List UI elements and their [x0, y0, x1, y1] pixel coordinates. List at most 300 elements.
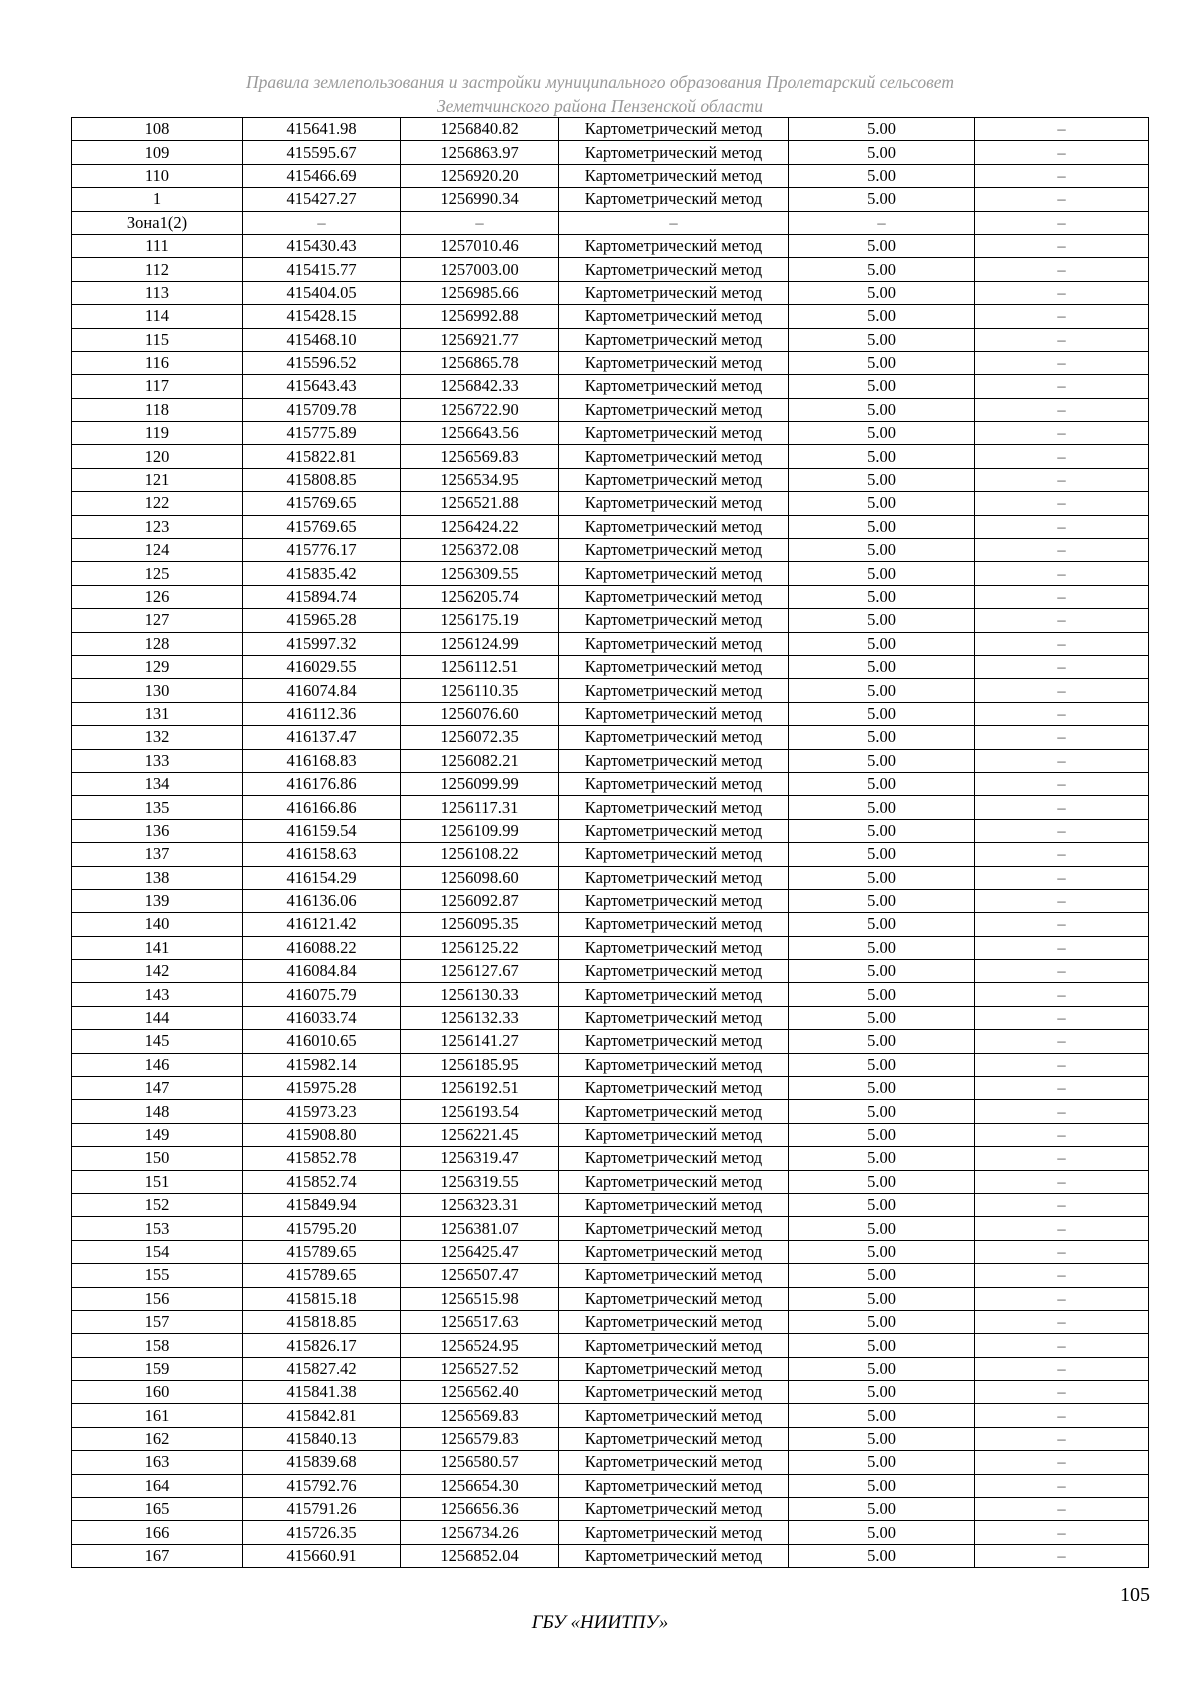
note-cell: – — [975, 889, 1149, 912]
x-coordinate-cell: 415775.89 — [243, 422, 401, 445]
y-coordinate-cell: 1256175.19 — [401, 609, 559, 632]
y-coordinate-cell: 1256425.47 — [401, 1240, 559, 1263]
x-coordinate-cell: 416029.55 — [243, 655, 401, 678]
method-cell: Картометрический метод — [559, 726, 789, 749]
y-coordinate-cell: 1257010.46 — [401, 234, 559, 257]
note-cell: – — [975, 351, 1149, 374]
x-coordinate-cell: 415660.91 — [243, 1544, 401, 1567]
table-row — [72, 1404, 1149, 1427]
method-cell: Картометрический метод — [559, 1310, 789, 1333]
table-row — [72, 796, 1149, 819]
table-row — [72, 515, 1149, 538]
y-coordinate-cell: 1256124.99 — [401, 632, 559, 655]
method-cell: Картометрический метод — [559, 609, 789, 632]
point-number-cell: 143 — [72, 983, 243, 1006]
accuracy-cell: 5.00 — [789, 515, 975, 538]
accuracy-cell: 5.00 — [789, 609, 975, 632]
y-coordinate-cell: 1256109.99 — [401, 819, 559, 842]
point-number-cell: 116 — [72, 351, 243, 374]
method-cell: Картометрический метод — [559, 492, 789, 515]
table-row — [72, 1006, 1149, 1029]
table-row — [72, 585, 1149, 608]
method-cell: Картометрический метод — [559, 1123, 789, 1146]
table-row — [72, 749, 1149, 772]
x-coordinate-cell: 416158.63 — [243, 843, 401, 866]
point-number-cell: 160 — [72, 1381, 243, 1404]
method-cell: Картометрический метод — [559, 188, 789, 211]
y-coordinate-cell: 1256076.60 — [401, 702, 559, 725]
accuracy-cell: 5.00 — [789, 1100, 975, 1123]
note-cell: – — [975, 1100, 1149, 1123]
method-cell: Картометрический метод — [559, 1544, 789, 1567]
table-row — [72, 1521, 1149, 1544]
accuracy-cell: 5.00 — [789, 1006, 975, 1029]
page-number: 105 — [1120, 1584, 1150, 1606]
note-cell: – — [975, 866, 1149, 889]
y-coordinate-cell: 1257003.00 — [401, 258, 559, 281]
point-number-cell: 114 — [72, 305, 243, 328]
table-row — [72, 328, 1149, 351]
x-coordinate-cell: 415641.98 — [243, 118, 401, 141]
method-cell: Картометрический метод — [559, 281, 789, 304]
table-row — [72, 211, 1149, 234]
note-cell: – — [975, 1193, 1149, 1216]
y-coordinate-cell: 1256569.83 — [401, 445, 559, 468]
note-cell: – — [975, 398, 1149, 421]
point-number-cell: 138 — [72, 866, 243, 889]
accuracy-cell: 5.00 — [789, 702, 975, 725]
x-coordinate-cell: 415427.27 — [243, 188, 401, 211]
note-cell: – — [975, 328, 1149, 351]
method-cell: Картометрический метод — [559, 1334, 789, 1357]
point-number-cell: 141 — [72, 936, 243, 959]
point-number-cell: 163 — [72, 1451, 243, 1474]
method-cell: Картометрический метод — [559, 679, 789, 702]
point-number-cell: 110 — [72, 164, 243, 187]
y-coordinate-cell: 1256424.22 — [401, 515, 559, 538]
x-coordinate-cell: 415596.52 — [243, 351, 401, 374]
table-row — [72, 539, 1149, 562]
point-number-cell: 121 — [72, 468, 243, 491]
accuracy-cell: 5.00 — [789, 983, 975, 1006]
accuracy-cell: 5.00 — [789, 936, 975, 959]
point-number-cell: 167 — [72, 1544, 243, 1567]
note-cell: – — [975, 1264, 1149, 1287]
point-number-cell: 123 — [72, 515, 243, 538]
accuracy-cell: 5.00 — [789, 1498, 975, 1521]
y-coordinate-cell: 1256921.77 — [401, 328, 559, 351]
method-cell: Картометрический метод — [559, 328, 789, 351]
point-number-cell: 118 — [72, 398, 243, 421]
point-number-cell: 127 — [72, 609, 243, 632]
accuracy-cell: 5.00 — [789, 398, 975, 421]
point-number-cell: 134 — [72, 772, 243, 795]
accuracy-cell: 5.00 — [789, 492, 975, 515]
y-coordinate-cell: 1256112.51 — [401, 655, 559, 678]
note-cell: – — [975, 492, 1149, 515]
x-coordinate-cell: 416074.84 — [243, 679, 401, 702]
header-line-2: Земетчинского района Пензенской области — [436, 96, 764, 116]
note-cell: – — [975, 305, 1149, 328]
point-number-cell: 126 — [72, 585, 243, 608]
method-cell: Картометрический метод — [559, 843, 789, 866]
note-cell: – — [975, 188, 1149, 211]
note-cell: – — [975, 1006, 1149, 1029]
point-number-cell: 117 — [72, 375, 243, 398]
note-cell: – — [975, 796, 1149, 819]
x-coordinate-cell: 416137.47 — [243, 726, 401, 749]
method-cell: Картометрический метод — [559, 983, 789, 1006]
running-header — [0, 70, 1200, 118]
x-coordinate-cell: 415769.65 — [243, 492, 401, 515]
x-coordinate-cell: 415852.74 — [243, 1170, 401, 1193]
point-number-cell: 109 — [72, 141, 243, 164]
x-coordinate-cell: 415795.20 — [243, 1217, 401, 1240]
y-coordinate-cell: 1256562.40 — [401, 1381, 559, 1404]
table-row — [72, 960, 1149, 983]
accuracy-cell: 5.00 — [789, 913, 975, 936]
y-coordinate-cell: 1256185.95 — [401, 1053, 559, 1076]
accuracy-cell: 5.00 — [789, 141, 975, 164]
note-cell: – — [975, 913, 1149, 936]
accuracy-cell: 5.00 — [789, 1170, 975, 1193]
point-number-cell: 135 — [72, 796, 243, 819]
x-coordinate-cell: 415595.67 — [243, 141, 401, 164]
accuracy-cell: 5.00 — [789, 960, 975, 983]
note-cell: – — [975, 234, 1149, 257]
table-row — [72, 889, 1149, 912]
table-row — [72, 726, 1149, 749]
x-coordinate-cell: 415849.94 — [243, 1193, 401, 1216]
y-coordinate-cell: 1256117.31 — [401, 796, 559, 819]
accuracy-cell: 5.00 — [789, 562, 975, 585]
y-coordinate-cell: 1256852.04 — [401, 1544, 559, 1567]
method-cell: Картометрический метод — [559, 1170, 789, 1193]
y-coordinate-cell: 1256319.47 — [401, 1147, 559, 1170]
method-cell: – — [559, 211, 789, 234]
accuracy-cell: 5.00 — [789, 1357, 975, 1380]
table-row — [72, 1030, 1149, 1053]
method-cell: Картометрический метод — [559, 1357, 789, 1380]
note-cell: – — [975, 141, 1149, 164]
accuracy-cell: 5.00 — [789, 866, 975, 889]
x-coordinate-cell: 416166.86 — [243, 796, 401, 819]
table-row — [72, 819, 1149, 842]
accuracy-cell: 5.00 — [789, 281, 975, 304]
x-coordinate-cell: 415975.28 — [243, 1077, 401, 1100]
note-cell: – — [975, 562, 1149, 585]
x-coordinate-cell: 415791.26 — [243, 1498, 401, 1521]
table-row — [72, 422, 1149, 445]
note-cell: – — [975, 1170, 1149, 1193]
table-row — [72, 1310, 1149, 1333]
table-row — [72, 1217, 1149, 1240]
note-cell: – — [975, 1334, 1149, 1357]
y-coordinate-cell: 1256125.22 — [401, 936, 559, 959]
accuracy-cell: 5.00 — [789, 632, 975, 655]
accuracy-cell: 5.00 — [789, 351, 975, 374]
note-cell: – — [975, 164, 1149, 187]
accuracy-cell: 5.00 — [789, 118, 975, 141]
method-cell: Картометрический метод — [559, 1287, 789, 1310]
point-number-cell: 157 — [72, 1310, 243, 1333]
method-cell: Картометрический метод — [559, 562, 789, 585]
table-row — [72, 609, 1149, 632]
note-cell: – — [975, 936, 1149, 959]
x-coordinate-cell: 415404.05 — [243, 281, 401, 304]
method-cell: Картометрический метод — [559, 1240, 789, 1263]
point-number-cell: 130 — [72, 679, 243, 702]
table-row — [72, 983, 1149, 1006]
accuracy-cell: 5.00 — [789, 164, 975, 187]
x-coordinate-cell: 415908.80 — [243, 1123, 401, 1146]
table-row — [72, 655, 1149, 678]
table-row — [72, 1287, 1149, 1310]
accuracy-cell: 5.00 — [789, 1334, 975, 1357]
y-coordinate-cell: 1256992.88 — [401, 305, 559, 328]
table-row — [72, 702, 1149, 725]
footer-organization: ГБУ «НИИТПУ» — [531, 1612, 669, 1633]
point-number-cell: 113 — [72, 281, 243, 304]
table-row — [72, 258, 1149, 281]
y-coordinate-cell: 1256082.21 — [401, 749, 559, 772]
point-number-cell: 153 — [72, 1217, 243, 1240]
point-number-cell: 162 — [72, 1427, 243, 1450]
point-number-cell: 158 — [72, 1334, 243, 1357]
method-cell: Картометрический метод — [559, 141, 789, 164]
point-number-cell: 146 — [72, 1053, 243, 1076]
y-coordinate-cell: 1256920.20 — [401, 164, 559, 187]
x-coordinate-cell: 416176.86 — [243, 772, 401, 795]
note-cell: – — [975, 211, 1149, 234]
method-cell: Картометрический метод — [559, 585, 789, 608]
table-row — [72, 1474, 1149, 1497]
y-coordinate-cell: 1256127.67 — [401, 960, 559, 983]
accuracy-cell: 5.00 — [789, 1381, 975, 1404]
point-number-cell: 140 — [72, 913, 243, 936]
table-row — [72, 1123, 1149, 1146]
y-coordinate-cell: 1256569.83 — [401, 1404, 559, 1427]
y-coordinate-cell: 1256098.60 — [401, 866, 559, 889]
point-number-cell: 108 — [72, 118, 243, 141]
point-number-cell: 133 — [72, 749, 243, 772]
method-cell: Картометрический метод — [559, 468, 789, 491]
accuracy-cell: 5.00 — [789, 328, 975, 351]
y-coordinate-cell: 1256722.90 — [401, 398, 559, 421]
point-number-cell: 161 — [72, 1404, 243, 1427]
note-cell: – — [975, 422, 1149, 445]
accuracy-cell: 5.00 — [789, 468, 975, 491]
table-row — [72, 234, 1149, 257]
point-number-cell: 119 — [72, 422, 243, 445]
accuracy-cell: 5.00 — [789, 1053, 975, 1076]
note-cell: – — [975, 819, 1149, 842]
y-coordinate-cell: 1256840.82 — [401, 118, 559, 141]
note-cell: – — [975, 1310, 1149, 1333]
note-cell: – — [975, 1217, 1149, 1240]
note-cell: – — [975, 118, 1149, 141]
y-coordinate-cell: 1256580.57 — [401, 1451, 559, 1474]
x-coordinate-cell: 415973.23 — [243, 1100, 401, 1123]
note-cell: – — [975, 1498, 1149, 1521]
note-cell: – — [975, 1287, 1149, 1310]
point-number-cell: 152 — [72, 1193, 243, 1216]
note-cell: – — [975, 1544, 1149, 1567]
method-cell: Картометрический метод — [559, 889, 789, 912]
y-coordinate-cell: 1256130.33 — [401, 983, 559, 1006]
point-number-cell: 136 — [72, 819, 243, 842]
point-number-cell: 122 — [72, 492, 243, 515]
table-row — [72, 188, 1149, 211]
accuracy-cell: 5.00 — [789, 889, 975, 912]
y-coordinate-cell: 1256863.97 — [401, 141, 559, 164]
point-number-cell: 139 — [72, 889, 243, 912]
note-cell: – — [975, 1521, 1149, 1544]
accuracy-cell: 5.00 — [789, 1287, 975, 1310]
x-coordinate-cell: 415894.74 — [243, 585, 401, 608]
accuracy-cell: 5.00 — [789, 1264, 975, 1287]
accuracy-cell: – — [789, 211, 975, 234]
method-cell: Картометрический метод — [559, 913, 789, 936]
y-coordinate-cell: 1256656.36 — [401, 1498, 559, 1521]
x-coordinate-cell: 415769.65 — [243, 515, 401, 538]
point-number-cell: 154 — [72, 1240, 243, 1263]
method-cell: Картометрический метод — [559, 118, 789, 141]
accuracy-cell: 5.00 — [789, 234, 975, 257]
note-cell: – — [975, 445, 1149, 468]
table-row — [72, 375, 1149, 398]
x-coordinate-cell: 416112.36 — [243, 702, 401, 725]
method-cell: Картометрический метод — [559, 1077, 789, 1100]
accuracy-cell: 5.00 — [789, 679, 975, 702]
note-cell: – — [975, 1240, 1149, 1263]
x-coordinate-cell: 416136.06 — [243, 889, 401, 912]
point-number-cell: 166 — [72, 1521, 243, 1544]
point-number-cell: 125 — [72, 562, 243, 585]
point-number-cell: 111 — [72, 234, 243, 257]
x-coordinate-cell: 415827.42 — [243, 1357, 401, 1380]
table-row — [72, 913, 1149, 936]
point-number-cell: 144 — [72, 1006, 243, 1029]
note-cell: – — [975, 983, 1149, 1006]
table-row — [72, 351, 1149, 374]
header-line-1: Правила землепользования и застройки муниципального образования Пролетарский сельсовет — [246, 72, 954, 92]
table-row — [72, 1544, 1149, 1567]
table-row — [72, 1451, 1149, 1474]
x-coordinate-cell: 415789.65 — [243, 1264, 401, 1287]
y-coordinate-cell: 1256985.66 — [401, 281, 559, 304]
x-coordinate-cell: 415808.85 — [243, 468, 401, 491]
method-cell: Картометрический метод — [559, 515, 789, 538]
x-coordinate-cell: 415826.17 — [243, 1334, 401, 1357]
method-cell: Картометрический метод — [559, 164, 789, 187]
accuracy-cell: 5.00 — [789, 539, 975, 562]
note-cell: – — [975, 468, 1149, 491]
x-coordinate-cell: 415840.13 — [243, 1427, 401, 1450]
x-coordinate-cell: 416033.74 — [243, 1006, 401, 1029]
method-cell: Картометрический метод — [559, 1264, 789, 1287]
y-coordinate-cell: 1256095.35 — [401, 913, 559, 936]
x-coordinate-cell: 416159.54 — [243, 819, 401, 842]
note-cell: – — [975, 772, 1149, 795]
table-row — [72, 679, 1149, 702]
x-coordinate-cell: 416010.65 — [243, 1030, 401, 1053]
x-coordinate-cell: 415726.35 — [243, 1521, 401, 1544]
point-number-cell: 137 — [72, 843, 243, 866]
point-number-cell: 159 — [72, 1357, 243, 1380]
accuracy-cell: 5.00 — [789, 1147, 975, 1170]
method-cell: Картометрический метод — [559, 1404, 789, 1427]
x-coordinate-cell: 415839.68 — [243, 1451, 401, 1474]
point-number-cell: 151 — [72, 1170, 243, 1193]
point-number-cell: 120 — [72, 445, 243, 468]
note-cell: – — [975, 1474, 1149, 1497]
y-coordinate-cell: 1256865.78 — [401, 351, 559, 374]
note-cell: – — [975, 1381, 1149, 1404]
x-coordinate-cell: 415466.69 — [243, 164, 401, 187]
y-coordinate-cell: 1256579.83 — [401, 1427, 559, 1450]
accuracy-cell: 5.00 — [789, 843, 975, 866]
y-coordinate-cell: 1256110.35 — [401, 679, 559, 702]
table-row — [72, 398, 1149, 421]
point-number-cell: 129 — [72, 655, 243, 678]
x-coordinate-cell: 415643.43 — [243, 375, 401, 398]
method-cell: Картометрический метод — [559, 258, 789, 281]
accuracy-cell: 5.00 — [789, 1451, 975, 1474]
accuracy-cell: 5.00 — [789, 1544, 975, 1567]
accuracy-cell: 5.00 — [789, 796, 975, 819]
x-coordinate-cell: 415776.17 — [243, 539, 401, 562]
y-coordinate-cell: 1256372.08 — [401, 539, 559, 562]
table-row — [72, 1170, 1149, 1193]
method-cell: Картометрический метод — [559, 936, 789, 959]
accuracy-cell: 5.00 — [789, 1474, 975, 1497]
y-coordinate-cell: 1256309.55 — [401, 562, 559, 585]
point-number-cell: 165 — [72, 1498, 243, 1521]
accuracy-cell: 5.00 — [789, 1404, 975, 1427]
y-coordinate-cell: 1256643.56 — [401, 422, 559, 445]
y-coordinate-cell: 1256521.88 — [401, 492, 559, 515]
note-cell: – — [975, 539, 1149, 562]
table-row — [72, 1077, 1149, 1100]
method-cell: Картометрический метод — [559, 1217, 789, 1240]
y-coordinate-cell: 1256092.87 — [401, 889, 559, 912]
x-coordinate-cell: 416075.79 — [243, 983, 401, 1006]
y-coordinate-cell: 1256132.33 — [401, 1006, 559, 1029]
x-coordinate-cell: 416121.42 — [243, 913, 401, 936]
table-row — [72, 164, 1149, 187]
accuracy-cell: 5.00 — [789, 1030, 975, 1053]
x-coordinate-cell: 415818.85 — [243, 1310, 401, 1333]
y-coordinate-cell: 1256517.63 — [401, 1310, 559, 1333]
y-coordinate-cell: 1256323.31 — [401, 1193, 559, 1216]
note-cell: – — [975, 726, 1149, 749]
y-coordinate-cell: 1256507.47 — [401, 1264, 559, 1287]
accuracy-cell: 5.00 — [789, 375, 975, 398]
note-cell: – — [975, 1077, 1149, 1100]
note-cell: – — [975, 679, 1149, 702]
note-cell: – — [975, 702, 1149, 725]
note-cell: – — [975, 1451, 1149, 1474]
table-row — [72, 1193, 1149, 1216]
y-coordinate-cell: – — [401, 211, 559, 234]
method-cell: Картометрический метод — [559, 819, 789, 842]
x-coordinate-cell: 415815.18 — [243, 1287, 401, 1310]
accuracy-cell: 5.00 — [789, 749, 975, 772]
accuracy-cell: 5.00 — [789, 726, 975, 749]
note-cell: – — [975, 375, 1149, 398]
method-cell: Картометрический метод — [559, 749, 789, 772]
